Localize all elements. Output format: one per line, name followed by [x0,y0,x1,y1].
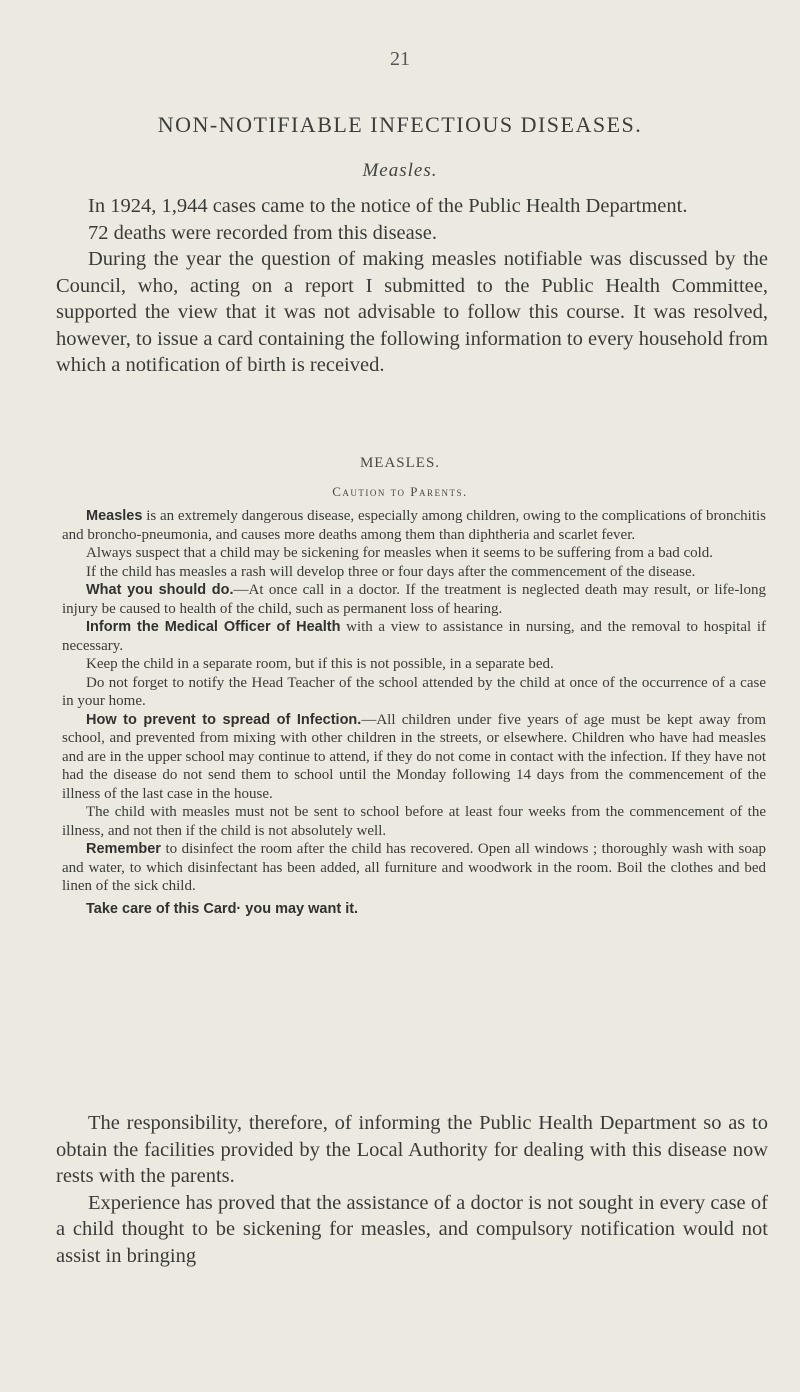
card-paragraph [62,711,766,804]
card-final-note-text: Take care of this Card· you may want it. [86,900,359,917]
card-paragraph-text: with a view to assistance in nursing, and the removal to hospital if necessary. [62,619,766,654]
card-paragraph [62,544,766,563]
page-number: 21 [390,48,410,70]
card-final-note [62,900,766,919]
intro-paragraph: During the year the question of making measles notifiable was discussed by the Council, who, acting on a report I submitted to the Public Health Committee, supported the view that it was not advisable to follow this course. It was resolved, however, to issue a card containing the following information to every household from which a notification of birth is received. [56,248,768,376]
card-paragraph-text: Always suspect that a child may be sickening for measles when it seems to be suffering from a bad cold. [86,545,714,561]
card-paragraph-text: Do not forget to notify the Head Teacher of the school attended by the child at once of the occurrence of a case in your home. [62,674,766,709]
card-title: MEASLES. [359,455,441,471]
intro-paragraph: 72 deaths were recorded from this disease. [88,221,437,244]
card-paragraph [62,803,766,840]
closing-text [56,1110,768,1269]
card-paragraph [62,840,766,896]
card-paragraph-text: The child with measles must not be sent to school before at least four weeks from the commencement of the illness, and not then if the child is not absolutely well. [62,804,766,839]
card-paragraph-text: is an extremely dangerous disease, especially among children, owing to the complications of bronchitis and broncho-pneumonia, and causes more deaths among them than diphtheria and scarlet fever. [62,508,766,543]
card-paragraph-lead: Remember [86,841,161,857]
card-paragraph-text: —At once call in a doctor. If the treatment is neglected death may result, or life-long injury be caused to health of the child, such as permanent loss of hearing. [62,582,766,617]
intro-text [56,193,768,379]
card-paragraph-lead: What you should do. [86,582,234,598]
card-paragraph-lead: Measles [86,508,143,524]
card-paragraph [62,618,766,655]
section-subheading: Measles. [362,160,438,181]
closing-paragraph: The responsibility, therefore, of informing the Public Health Department so as to obtain the facilities provided by the Local Authority for dealing with this disease now rests with the parents. [56,1112,768,1187]
card-paragraph-text: If the child has measles a rash will develop three or four days after the commencement of the disease. [86,563,696,580]
card-paragraph [62,563,766,582]
card-paragraph-lead: How to prevent to spread of Infection. [86,711,362,728]
measles-card [62,507,766,918]
card-paragraph-text: —All children under five years of age must be kept away from school, and prevented from mixing with other children in the streets, or elsewhere. Children who have had measles and are in the upper school may continue to attend, if they do not come in contact with the infection. If they have not had the disease do not send them to school until the Monday following 14 days from the commencement of the illness of the last case in the house. [62,711,766,802]
card-paragraph-text: Keep the child in a separate room, but if this is not possible, in a separate bed. [86,656,554,672]
card-paragraph-lead: Inform the Medical Officer of Health [86,619,341,635]
card-paragraph [62,581,766,618]
page-title: NON-NOTIFIABLE INFECTIOUS DISEASES. [157,112,643,137]
closing-paragraph: Experience has proved that the assistance of a doctor is not sought in every case of a child thought to be sickening for measles, and compulsory notification would not assist in bringing [56,1191,768,1267]
card-paragraph-text: to disinfect the room after the child has recovered. Open all windows ; thoroughly wash with soap and water, to which disinfectant has been added, all furniture and woodwork in the room. Boil the clothes and bed linen of the sick child. [62,841,766,894]
card-paragraph [62,674,766,711]
card-caution-heading: Caution to Parents. [332,484,468,499]
card-paragraph [62,655,766,674]
intro-paragraph: In 1924, 1,944 cases came to the notice of the Public Health Department. [88,195,688,217]
card-paragraph [62,507,766,544]
